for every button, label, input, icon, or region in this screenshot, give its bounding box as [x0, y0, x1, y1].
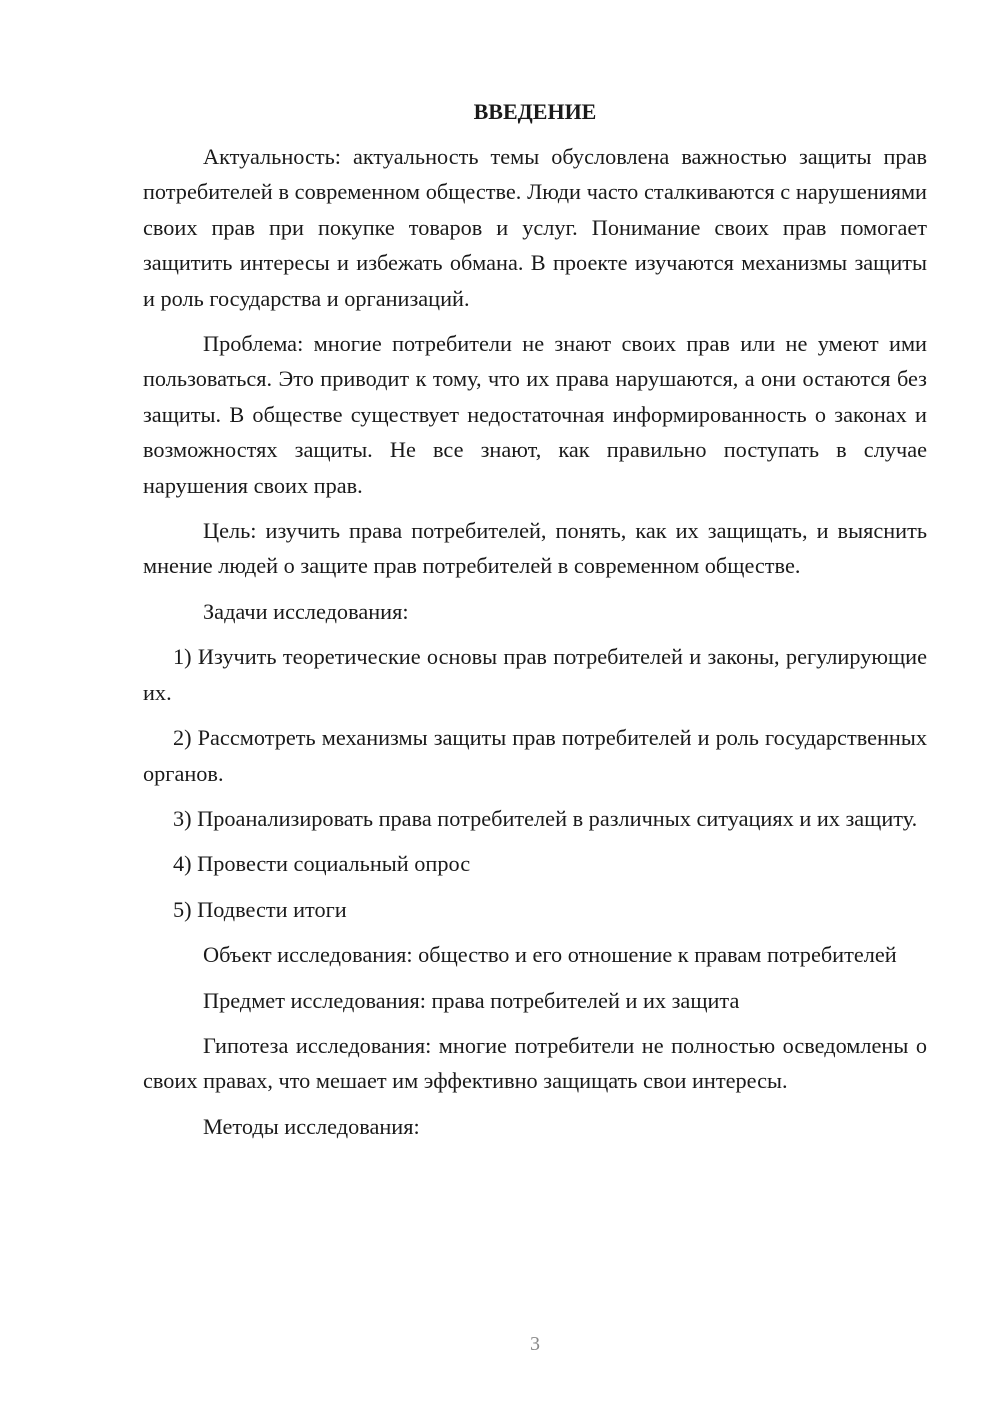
- page-number: 3: [530, 1333, 540, 1355]
- goal-paragraph: Цель: изучить права потребителей, понять, как их защищать, и выяснить мнение людей о защите прав потребителей в современном обществе.: [143, 518, 927, 579]
- relevance-paragraph: Актуальность: актуальность темы обусловлена важностью защиты прав потребителей в современном обществе. Люди часто сталкиваются с нарушениями своих прав при покупке товаров и услуг. Понимание своих прав помогает защитить интересы и избежать обмана. В проекте изучаются механизмы защиты и роль государства и организаций.: [143, 144, 927, 311]
- methods-title: Методы исследования:: [203, 1113, 420, 1139]
- task-item-4: 4) Провести социальный опрос: [173, 851, 471, 877]
- section-heading: ВВЕДЕНИЕ: [473, 99, 597, 124]
- task-item-3: 3) Проанализировать права потребителей в различных ситуациях и их защиту.: [173, 805, 918, 831]
- problem-paragraph: Проблема: многие потребители не знают своих прав или не умеют ими пользоваться. Это приводит к тому, что их права нарушаются, а они остаются без защиты. В обществе существует недостаточная информированность о законах и возможностях защиты. Не все знают, как правильно поступать в случае нарушения своих прав.: [143, 331, 927, 498]
- task-item-1: 1) Изучить теоретические основы прав потребителей и законы, регулирующие их.: [143, 644, 927, 705]
- subject-paragraph: Предмет исследования: права потребителей и их защита: [203, 987, 740, 1013]
- task-item-2: 2) Рассмотреть механизмы защиты прав потребителей и роль государственных органов.: [143, 725, 927, 786]
- object-paragraph: Объект исследования: общество и его отношение к правам потребителей: [203, 942, 897, 968]
- task-item-5: 5) Подвести итоги: [173, 896, 347, 922]
- tasks-title: Задачи исследования:: [203, 598, 409, 624]
- hypothesis-paragraph: Гипотеза исследования: многие потребители не полностью осведомлены о своих правах, что мешает им эффективно защищать свои интересы.: [143, 1032, 927, 1094]
- page-content: [143, 94, 927, 1154]
